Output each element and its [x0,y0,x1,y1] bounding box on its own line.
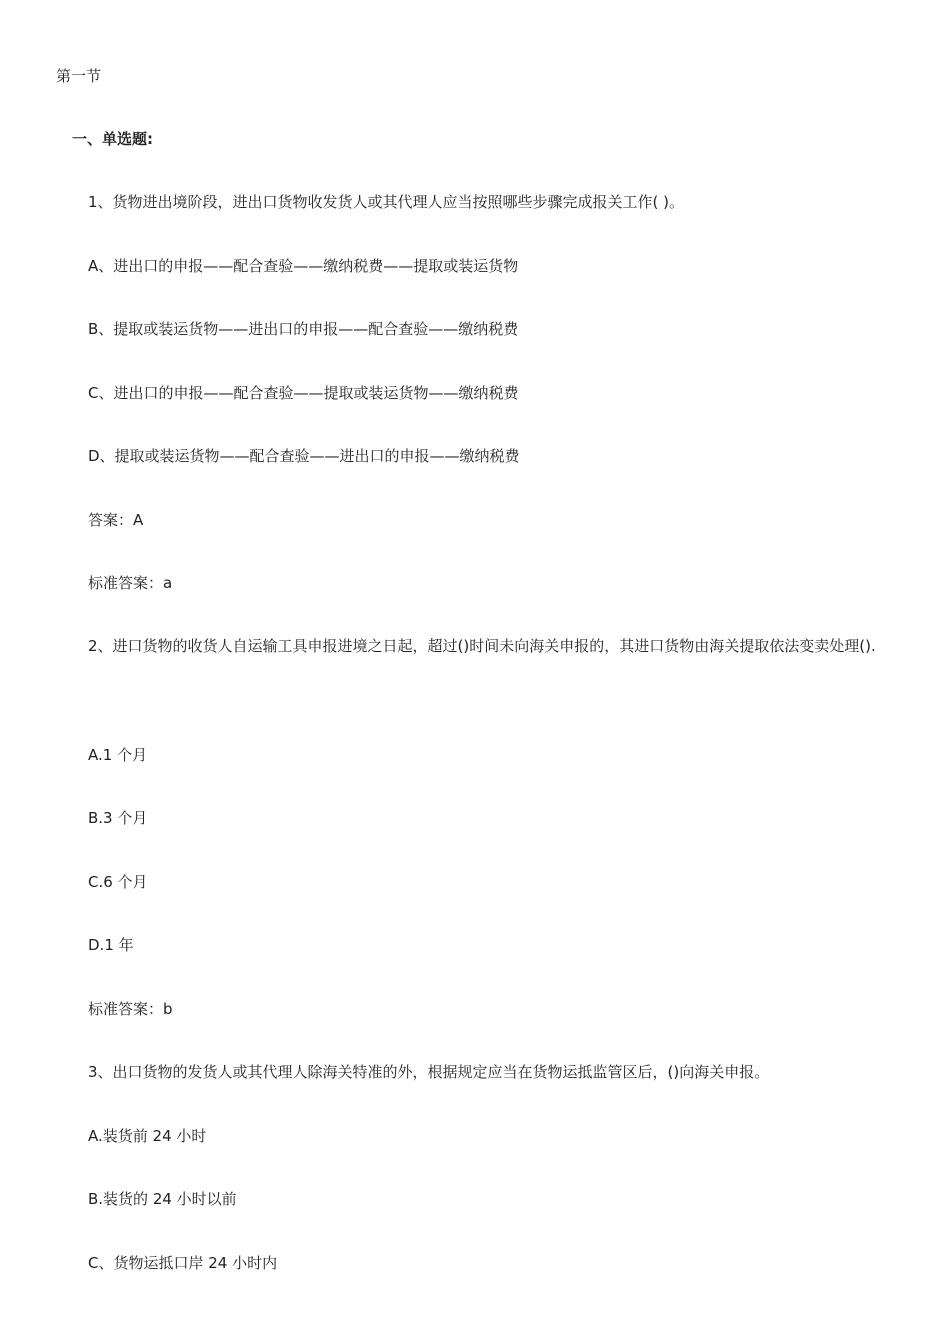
q2-option-b: B.3 个月 [88,809,148,827]
q2-option-c: C.6 个月 [88,873,148,891]
q3-option-c: C、货物运抵口岸 24 小时内 [88,1254,278,1272]
q2-option-a: A.1 个月 [88,746,148,764]
q2-option-d: D.1 年 [88,936,134,954]
q3-stem: 3、出口货物的发货人或其代理人除海关特准的外，根据规定应当在货物运抵监管区后，()向海关申报。 [88,1063,770,1081]
section-title: 第一节 [56,67,102,85]
part-heading: 一、单选题: [72,130,153,148]
q3-option-a: A.装货前 24 小时 [88,1127,207,1145]
q1-option-d: D、提取或装运货物——配合查验——进出口的申报——缴纳税费 [88,447,520,465]
q1-option-a: A、进出口的申报——配合查验——缴纳税费——提取或装运货物 [88,257,519,275]
q3-option-b: B.装货的 24 小时以前 [88,1190,237,1208]
q1-option-c: C、进出口的申报——配合查验——提取或装运货物——缴纳税费 [88,384,519,402]
q1-stem: 1、货物进出境阶段，进出口货物收发货人或其代理人应当按照哪些步骤完成报关工作( )。 [88,193,685,211]
q1-option-b: B、提取或装运货物——进出口的申报——配合查验——缴纳税费 [88,320,519,338]
q1-answer: 答案：A [88,511,144,529]
q2-standard-answer: 标准答案：b [88,1000,173,1018]
q2-stem: 2、进口货物的收货人自运输工具申报进境之日起，超过()时间未向海关申报的，其进口货物由海关提取依法变卖处理(). [88,637,876,655]
q1-standard-answer: 标准答案：a [88,574,173,592]
